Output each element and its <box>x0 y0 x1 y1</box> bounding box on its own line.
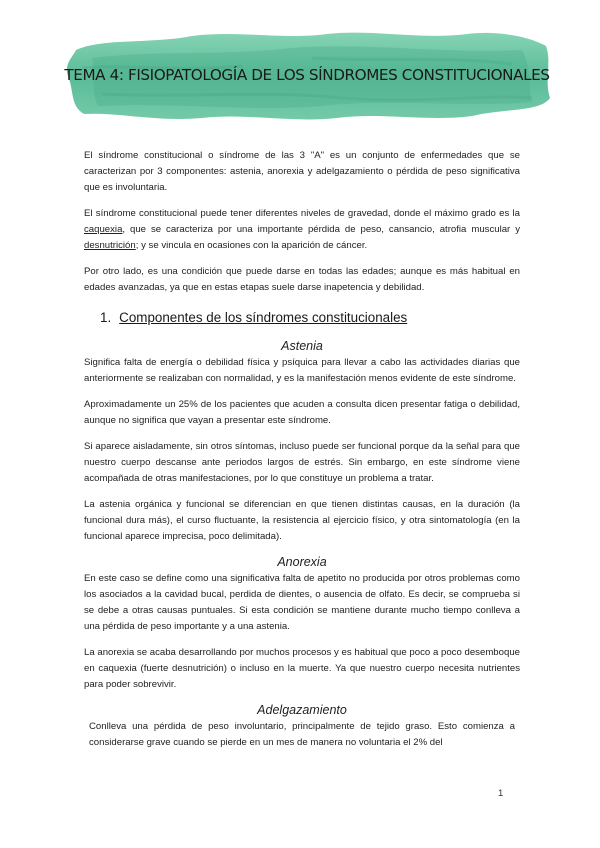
page-number: 1 <box>498 788 504 799</box>
document-body <box>84 148 520 761</box>
anorexia-paragraph-1: En este caso se define como una significativa falta de apetito no producida por otros problemas como los asociados a la cavidad bucal, perdida de dientes, o ausencia de olfato. Es decir, se comprueba si se debe a otras causas puntuales. Si esta condición se mantiene durante mucho tiempo conlleva a una pérdida de peso importante y a una astenia. <box>84 573 520 632</box>
section-number: 1. <box>100 310 112 325</box>
desnutricion-term: desnutrición <box>84 240 136 251</box>
intro-paragraph-2 <box>84 206 520 254</box>
intro-paragraph-3: Por otro lado, es una condición que puede darse en todas las edades; aunque es más habitual en edades avanzadas, ya que en estas etapas suele darse inapetencia y debilidad. <box>84 266 520 293</box>
anorexia-paragraph-2: La anorexia se acaba desarrollando por muchos procesos y es habitual que poco a poco desemboque en caquexia (fuerte desnutrición) o incluso en la muerte. Ya que nuestro cuerpo necesita nutrientes para poder sobrevivir. <box>84 647 520 690</box>
title-banner <box>62 28 552 123</box>
adelgazamiento-paragraph-1: Conlleva una pérdida de peso involuntario, principalmente de tejido graso. Esto comienza a considerarse grave cuando se pierde en un mes de manera no voluntaria el 2% del <box>89 721 515 748</box>
astenia-paragraph-4: La astenia orgánica y funcional se diferencian en que tienen distintas causas, en la duración (la funcional dura más), el curso fluctuante, la resistencia al ejercicio físico, y otra sintomatología (en la funcional aparece imprecisa, poco delimitada). <box>84 499 520 542</box>
intro-paragraph-2-text-c: ; y se vincula en ocasiones con la aparición de cáncer. <box>135 240 368 251</box>
section-heading-1 <box>100 310 520 325</box>
subheading-anorexia: Anorexia <box>277 555 327 569</box>
intro-paragraph-1: El síndrome constitucional o síndrome de las 3 "A" es un conjunto de enfermedades que se caracterizan por 3 componentes: astenia, anorexia y adelgazamiento o pérdida de peso significativa que es involuntaria. <box>84 150 520 193</box>
astenia-paragraph-3: Si aparece aisladamente, sin otros síntomas, incluso puede ser funcional porque da la señal para que nuestro cuerpo descanse ante periodos largos de estrés. Sin embargo, en este síndrome viene acompañada de otras manifestaciones, por lo que constituye un problema a tratar. <box>84 441 520 484</box>
astenia-paragraph-2: Aproximadamente un 25% de los pacientes que acuden a consulta dicen presentar fatiga o debilidad, aunque no significa que vayan a presentar este síndrome. <box>84 399 520 426</box>
subheading-astenia: Astenia <box>281 339 323 353</box>
document-title: TEMA 4: FISIOPATOLOGÍA DE LOS SÍNDROMES CONSTITUCIONALES <box>64 66 550 84</box>
intro-paragraph-2-text-b: , que se caracteriza por una importante pérdida de peso, cansancio, atrofia muscular y <box>122 224 520 235</box>
subheading-adelgazamiento: Adelgazamiento <box>257 703 347 717</box>
intro-paragraph-2-text-a: El síndrome constitucional puede tener diferentes niveles de gravedad, donde el máximo grado es la <box>84 208 520 219</box>
astenia-paragraph-1: Significa falta de energía o debilidad física y psíquica para llevar a cabo las actividades diarias que anteriormente se realizaban con normalidad, y es la manifestación menos evidente de este síndrome. <box>84 357 520 384</box>
caquexia-term: caquexia <box>84 224 123 235</box>
section-title: Componentes de los síndromes constitucionales <box>119 310 408 325</box>
